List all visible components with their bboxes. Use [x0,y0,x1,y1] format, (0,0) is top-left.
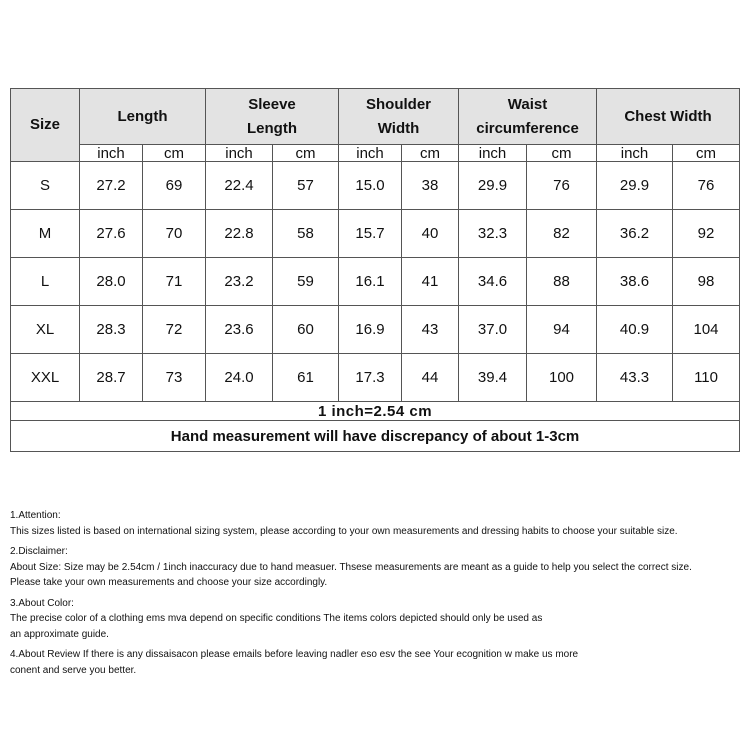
disclaimer-text: Please take your own measurements and choose your size accordingly. [10,577,328,588]
unit-row [11,145,740,162]
attention-title: 1.Attention: [10,510,61,521]
waist-cm-cell: 82 [527,210,597,258]
header-waist-circumference: Waist circumference [459,89,597,145]
unit-cm: cm [673,145,740,162]
waist-cm-cell: 94 [527,306,597,354]
sleeve-cm-cell: 61 [273,354,339,402]
discrepancy-row [11,421,740,452]
length-inch-cell: 27.6 [80,210,143,258]
review-text: 4.About Review If there is any dissaisacon please emails before leaving nadler eso esv the see Your ecognition w make us more [10,649,579,660]
sleeve-inch-cell: 23.6 [206,306,273,354]
unit-cm: cm [527,145,597,162]
sleeve-cm-cell: 57 [273,162,339,210]
chest-cm-cell: 76 [673,162,740,210]
unit-cm: cm [273,145,339,162]
waist-inch-cell: 37.0 [459,306,527,354]
size-cell: XXL [11,354,80,402]
length-inch-cell: 27.2 [80,162,143,210]
color-text: an approximate guide. [10,628,109,640]
size-cell: S [11,162,80,210]
waist-inch-cell: 29.9 [459,162,527,210]
review-note [10,647,745,678]
shoulder-inch-cell: 15.7 [339,210,402,258]
sleeve-inch-cell: 22.4 [206,162,273,210]
size-cell: M [11,210,80,258]
table-row [11,210,740,258]
shoulder-inch-cell: 17.3 [339,354,402,402]
unit-inch: inch [459,145,527,162]
unit-inch: inch [597,145,673,162]
size-cell: L [11,258,80,306]
table-row [11,258,740,306]
shoulder-cm-cell: 44 [402,354,459,402]
chest-cm-cell: 104 [673,306,740,354]
sleeve-inch-cell: 22.8 [206,210,273,258]
chest-cm-cell: 110 [673,354,740,402]
sleeve-cm-cell: 58 [273,210,339,258]
chest-cm-cell: 92 [673,210,740,258]
sleeve-inch-cell: 23.2 [206,258,273,306]
attention-text: This sizes listed is based on international sizing system, please according to your own measurements and dressing habits to choose your suitable size. [10,525,678,537]
unit-inch: inch [339,145,402,162]
length-inch-cell: 28.3 [80,306,143,354]
shoulder-cm-cell: 41 [402,258,459,306]
length-inch-cell: 28.7 [80,354,143,402]
chest-inch-cell: 29.9 [597,162,673,210]
size-cell: XL [11,306,80,354]
length-cm-cell: 72 [143,306,206,354]
length-inch-cell: 28.0 [80,258,143,306]
waist-cm-cell: 88 [527,258,597,306]
shoulder-inch-cell: 16.9 [339,306,402,354]
notes-section [10,508,745,683]
chest-inch-cell: 38.6 [597,258,673,306]
chest-cm-cell: 98 [673,258,740,306]
table-row [11,162,740,210]
unit-inch: inch [206,145,273,162]
chest-inch-cell: 40.9 [597,306,673,354]
table-row [11,306,740,354]
color-text: The precise color of a clothing ems mva depend on specific conditions The items colors depicted should only be used as [10,613,543,624]
size-chart-table [10,88,740,452]
header-shoulder-width: Shoulder Width [339,89,459,145]
waist-cm-cell: 100 [527,354,597,402]
sleeve-inch-cell: 24.0 [206,354,273,402]
discrepancy-note: Hand measurement will have discrepancy of about 1-3cm [11,421,740,452]
header-chest-width: Chest Width [597,89,740,145]
length-cm-cell: 69 [143,162,206,210]
color-title: 3.About Color: [10,597,74,609]
sleeve-cm-cell: 59 [273,258,339,306]
shoulder-cm-cell: 43 [402,306,459,354]
waist-inch-cell: 39.4 [459,354,527,402]
shoulder-inch-cell: 15.0 [339,162,402,210]
header-length: Length [80,89,206,145]
length-cm-cell: 71 [143,258,206,306]
conversion-note: 1 inch=2.54 cm [11,402,740,421]
waist-inch-cell: 34.6 [459,258,527,306]
disclaimer-note [10,544,745,591]
unit-cm: cm [402,145,459,162]
waist-cm-cell: 76 [527,162,597,210]
length-cm-cell: 70 [143,210,206,258]
header-row [11,89,740,145]
waist-inch-cell: 32.3 [459,210,527,258]
shoulder-cm-cell: 38 [402,162,459,210]
disclaimer-title: 2.Disclaimer: [10,546,68,557]
review-text: conent and serve you better. [10,664,137,676]
shoulder-cm-cell: 40 [402,210,459,258]
unit-cm: cm [143,145,206,162]
chest-inch-cell: 43.3 [597,354,673,402]
conversion-row [11,402,740,421]
chest-inch-cell: 36.2 [597,210,673,258]
shoulder-inch-cell: 16.1 [339,258,402,306]
sleeve-cm-cell: 60 [273,306,339,354]
color-note [10,596,745,643]
unit-inch: inch [80,145,143,162]
header-size: Size [11,89,80,162]
table-row [11,354,740,402]
attention-note [10,508,745,539]
disclaimer-text: About Size: Size may be 2.54cm / 1inch inaccuracy due to hand measuer. Thsese measurements are meant as a guide to help you select the correct size. [10,561,692,573]
header-sleeve-length: Sleeve Length [206,89,339,145]
length-cm-cell: 73 [143,354,206,402]
